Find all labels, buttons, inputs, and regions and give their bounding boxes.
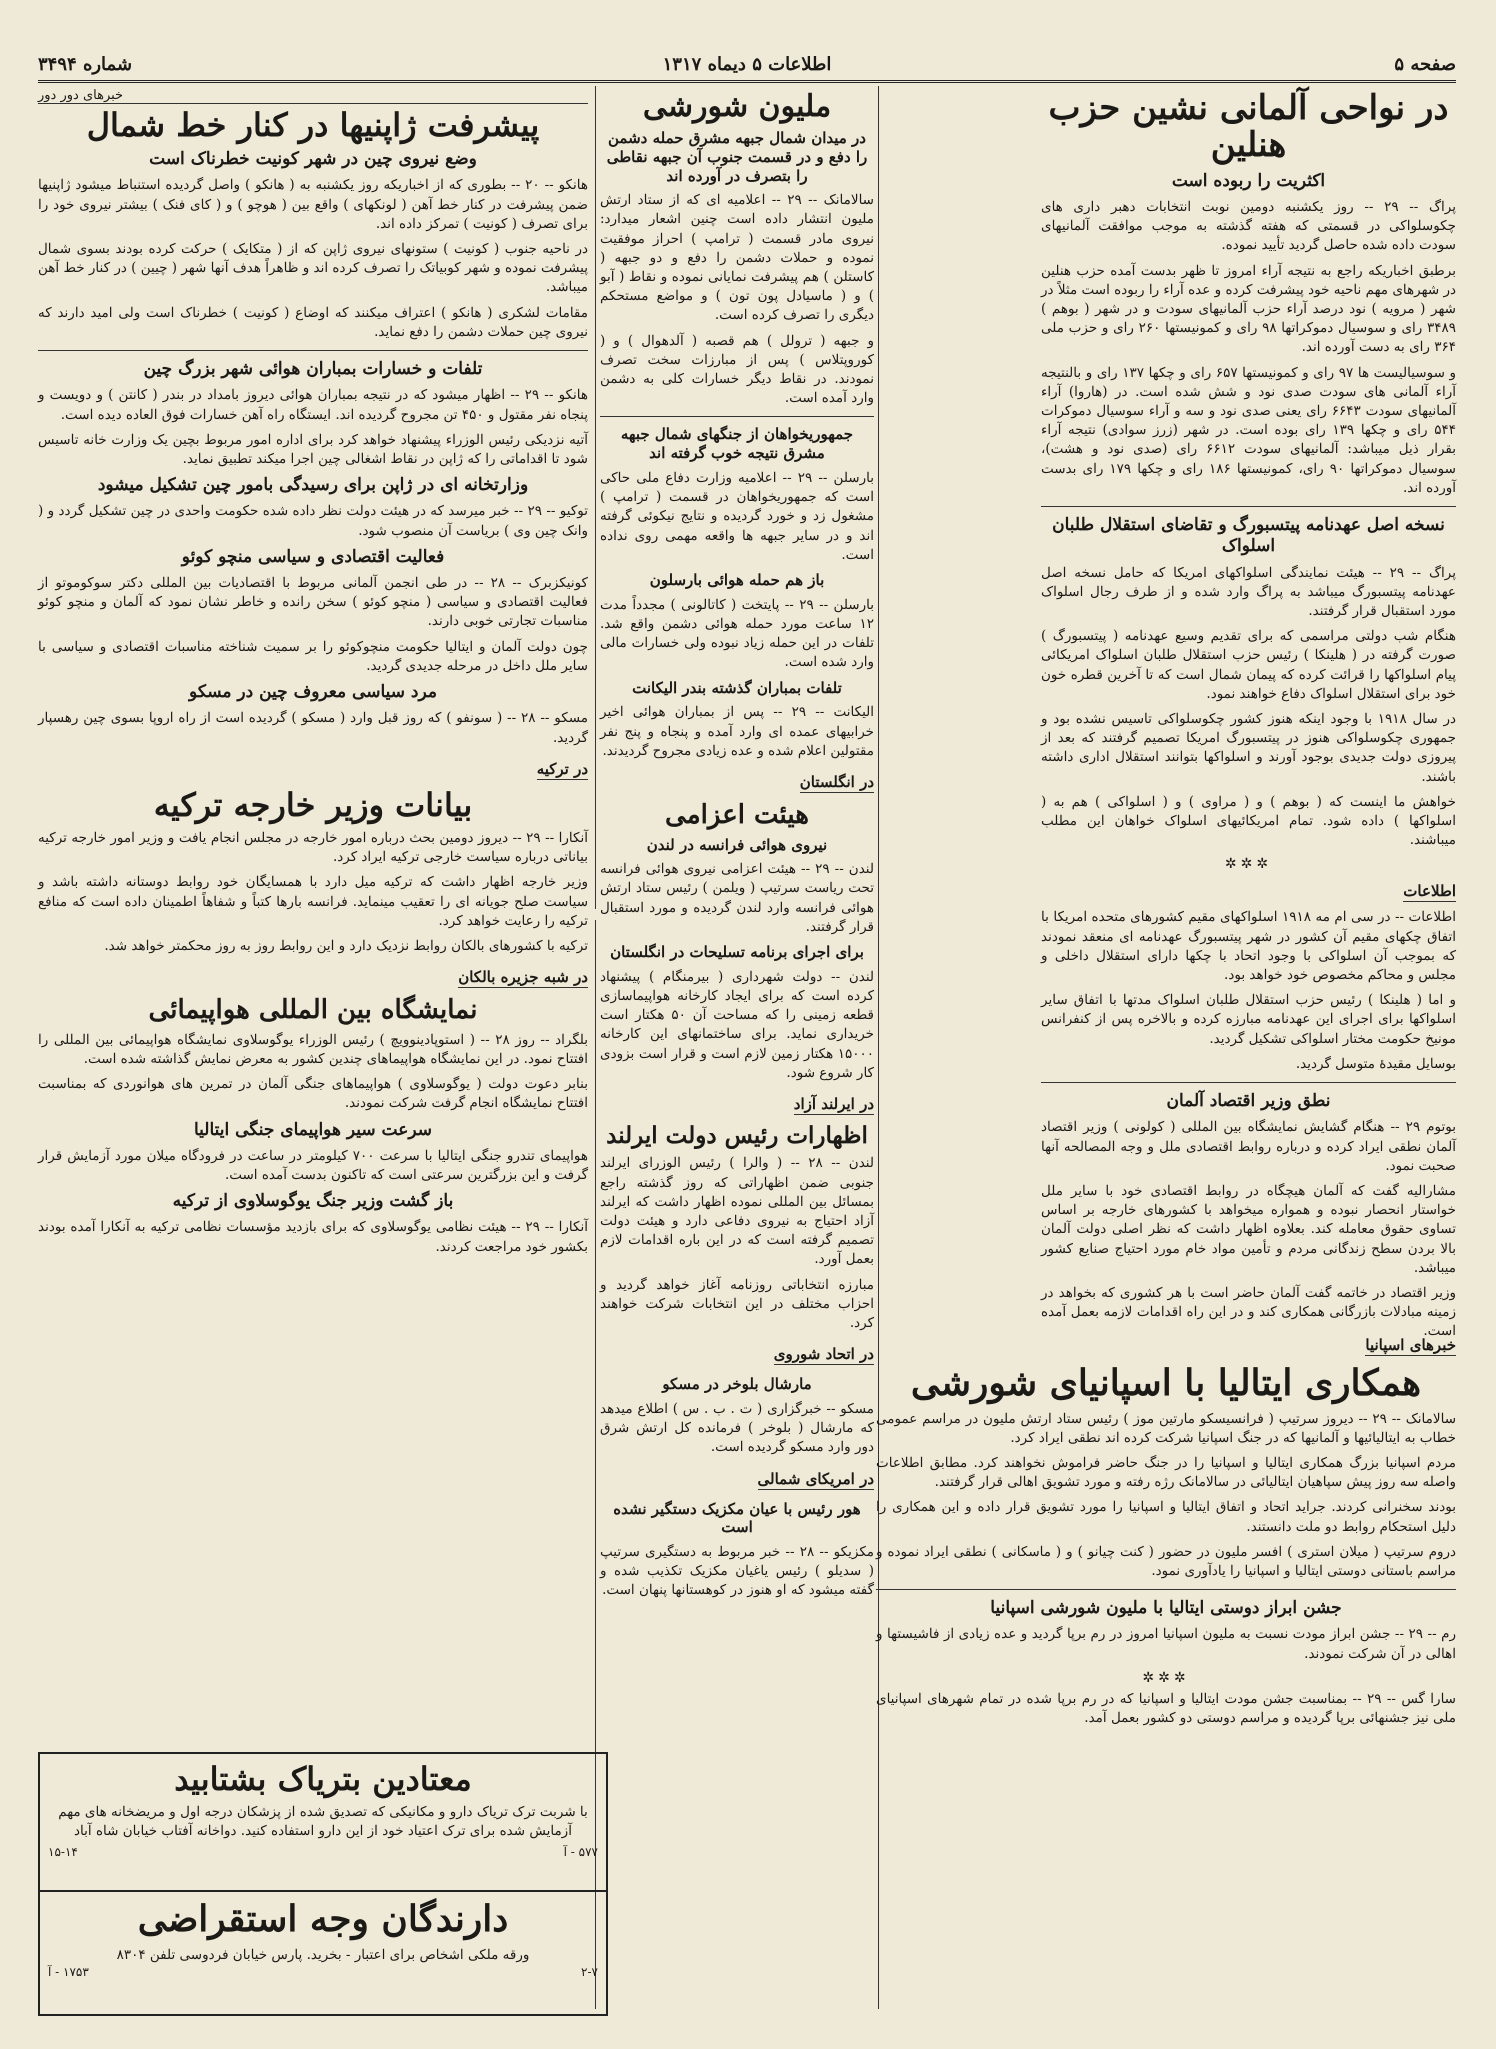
article-paragraph: دروم سرتیپ ( میلان استری ) افسر ملیون در حضور ( کنت چیانو ) و ( ماسکانی ) نطقی ایراد نموده و مراسم باستانی دوستی ایتالیا و اسپانیا را یادآوری نمود. xyxy=(876,1543,1456,1580)
article-paragraph: پراگ -- ۲۹ -- روز یکشنبه دومین نوبت انتخابات دهبر داری های چکوسلواکی در قسمتی که هفته گذشته به موجب موافقت آلمانیهای سودت داده شده حاصل گردید تأیید نموده. xyxy=(1041,199,1457,254)
article-paragraph: هانکو -- ۲۰ -- بطوری که از اخباریکه روز یکشنبه به ( هانکو ) واصل گردیده استنباط میشود ژاپنیها ضمن پیشرفت در کنار خط آهن ( لونکهای ) واقع بین ( هوچو ) و ( کای فنک ) بیشتر نیروی خود را برای تصرف ( کونیت ) تمرکز داده اند. xyxy=(38,177,589,232)
advertisement-box xyxy=(38,1752,608,1892)
article-paragraph: مقامات لشکری ( هانکو ) اعتراف میکنند که اوضاع ( کونیت ) خطرناک است ولی امید دارند که نیروی چین حملات دشمن را دفع نماید. xyxy=(38,304,588,340)
article-paragraph: بنابر دعوت دولت ( یوگوسلاوی ) هواپیماهای جنگی آلمان در تمرین های هوانوردی که بمناسبت افتتاح نمایشگاه انجام گرفت شرکت نمودند. xyxy=(38,1076,588,1112)
advertisement-box xyxy=(38,1890,608,2016)
article-paragraph: بلگراد -- روز ۲۸ -- ( استوپادینوویچ ) رئیس الوزراء یوگوسلاوی نمایشگاه هواپیمائی بین المللی را افتتاح نمود. در این نمایشگاه هواپیماهای چندین کشور به معرض نمایش گذاشته شده است. xyxy=(38,1031,588,1067)
section-tag: در ایرلند آزاد xyxy=(793,1095,874,1114)
article-paragraph: برطبق اخباریکه راجع به نتیجه آراء امروز تا ظهر بدست آمده حزب هنلین در شهرهای مهم ناحیه خود پیشرفت کرده و عده آراء را ربوده است مثلاً در شهر ( مرویه ) نود درصد آراء حزب آلمانیهای سودت و در شهر ( بوهم ) ۳۴۸۹ رای و سوسیال دموکراتها ۹۸ رای و کمونیستها ۲۶۰ رای و حزب ملی ۳۶۴ رای به دست آورده اند. xyxy=(1041,262,1457,356)
article-subhead: هور رئیس با عیان مکزیک دستگیر نشده است xyxy=(613,1499,861,1537)
article-subhead: باز گشت وزیر جنگ یوگوسلاوی از ترکیه xyxy=(172,1191,454,1212)
article-paragraph: کونیکزبرک -- ۲۸ -- در طی انجمن آلمانی مربوط با اقتصادیات بین المللی دکتر سوکوموتو از فعالیت اقتصادی و سیاسی ( منچو کوئو ) سخن رانده و خاطر نشان نمود که آلمان و منچو کوئو مناسبات تجارتی خوبی دارند. xyxy=(38,575,588,630)
divider xyxy=(1041,1082,1456,1083)
divider xyxy=(876,1589,1456,1590)
article-paragraph: و جبهه ( ترولل ) هم قصبه ( آلدهوال ) و ( کوروپتلاس ) پس از مبارزات سخت تصرف نمودند. در نقاط دیگر خسارات کلی به دشمن وارد آمده است. xyxy=(600,332,874,407)
article-headline: بیانات وزیر خارجه ترکیه xyxy=(153,785,473,824)
newspaper-masthead: اطلاعات ۵ دیماه ۱۳۱۷ xyxy=(662,54,832,75)
ad-code: ۱۵-۱۴ xyxy=(48,1845,78,1860)
article-headline: همکاری ایتالیا با اسپانیای شورشی xyxy=(910,1362,1422,1404)
ad-title: معتادین بتریاک بشتابید xyxy=(174,1760,472,1798)
article-subhead: برای اجرای برنامه تسلیحات در انگلستان xyxy=(610,943,864,962)
article-paragraph: ترکیه با کشورهای بالکان روابط نزدیک دارد و این روابط روز به روز محکمتر خواهد شد. xyxy=(104,937,588,954)
article-subhead: در میدان شمال جبهه مشرق حمله دشمن را دفع و در قسمت جنوب آن جبهه نقاطی را بتصرف در آورده اند xyxy=(606,129,868,185)
article-paragraph: بوتوم ۲۹ -- هنگام گشایش نمایشگاه بین المللی ( کولونی ) وزیر اقتصاد آلمان نطقی ایراد کرده و درباره روابط اقتصادی ملل و وجه المصالحه آنها صحبت نمود. xyxy=(1041,1119,1456,1174)
article-headline: نمایشگاه بین المللی هواپیمائی xyxy=(148,995,478,1026)
article-subhead: تلفات و خسارات بمباران هوائی شهر بزرگ چین xyxy=(143,359,483,380)
ad-code: ۵۷۷ - آ xyxy=(563,1845,598,1860)
article-paragraph: مشارالیه گفت که آلمان هیچگاه در روابط اقتصادی خود با سایر ملل خواستار انحصار نبوده و همواره میخواهد با کشورهای خارجه بر اساس تساوی حقوق معامله کند. بعلاوه اظهار داشت که نظر اصلی دولت آلمان بالا بردن سطح زندگانی مردم و تأمین مواد خام مورد احتیاج صنایع کشور میباشد. xyxy=(1041,1182,1456,1276)
article-subhead: نیروی هوائی فرانسه در لندن xyxy=(646,835,828,854)
page-number: صفحه ۵ xyxy=(1394,54,1456,75)
article-headline: ملیون شورشی xyxy=(642,89,832,124)
article-headline: اظهارات رئیس دولت ایرلند xyxy=(606,1122,868,1150)
column-divider xyxy=(595,86,596,909)
article-subhead: سرعت سیر هواپیمای جنگی ایتالیا xyxy=(194,1119,432,1140)
article-subhead: باز هم حمله هوائی بارسلون xyxy=(649,571,825,589)
article-paragraph: بوسایل مقیدۀ متوسل گردید. xyxy=(1295,1055,1456,1072)
article-paragraph: آنکارا -- ۲۹ -- هیئت نظامی یوگوسلاوی که برای بازدید مؤسسات نظامی ترکیه به آنکارا آمده بودند بکشور خود مراجعت کردند. xyxy=(38,1219,588,1255)
article-paragraph: رم -- ۲۹ -- جشن ابراز مودت نسبت به ملیون اسپانیا امروز در رم برپا گردید و عده زیادی از فاشیستها و اهالی در آن شرکت نمودند. xyxy=(876,1626,1456,1662)
article-paragraph: سارا گس -- ۲۹ -- بمناسبت جشن مودت ایتالیا و اسپانیا که در رم برپا شده در تمام شهرهای اسپانیای ملی نیز جشنهائی برپا گردیده و مراسم دوستی دو کشور بعمل آمد. xyxy=(876,1690,1456,1727)
article-paragraph: خواهش ما اینست که ( بوهم ) و ( مراوی ) و ( اسلواکی ) هم به ( اسلواکها ) داده شود. تمام امریکائیهای اسلواک خواهان این مطلب میباشند. xyxy=(1041,793,1456,849)
page-header xyxy=(38,52,1456,83)
section-tag: خبرهای اسپانیا xyxy=(1365,1336,1456,1354)
article-paragraph: هواپیمای تندرو جنگی ایتالیا با سرعت ۷۰۰ کیلومتر در ساعت در فرودگاه میلان مورد آزمایش قرار گرفت و این بزرگترین سرعتی است که تاکنون بدست آمده است. xyxy=(38,1147,588,1183)
ad-codes xyxy=(48,1845,598,1859)
section-tag: اطلاعات xyxy=(1403,882,1456,901)
article-headline: هیئت اعزامی xyxy=(665,799,809,830)
article-subhead: اکثریت را ربوده است xyxy=(1171,170,1326,191)
article-paragraph: بودند سخنرانی کردند. جراید اتحاد و اتفاق ایتالیا و اسپانیا را مورد تشویق قرار داده و این همکاری را دلیل استحکام روابط دو ملت دانستند. xyxy=(876,1499,1456,1535)
article-subhead: مارشال بلوخر در مسکو xyxy=(662,1375,812,1394)
article-paragraph: آتیه نزدیکی رئیس الوزراء پیشنهاد خواهد کرد برای اداره امور مربوط بچین یک وزارت خانه تاسیس شود تا اقداماتی را که ژاپن در نقاط اشغالی چین اجرا میکند تطبیق نماید. xyxy=(38,431,588,467)
ad-codes xyxy=(48,1965,598,1979)
article-subhead: مرد سیاسی معروف چین در مسکو xyxy=(189,682,437,703)
article-paragraph: هانکو -- ۲۹ -- اظهار میشود که در نتیجه بمباران هوائی دیروز بامداد در بندر ( کانتن ) و دویست و پنجاه نفر مقتول و ۴۵۰ تن مجروح گردیده اند. ایستگاه راه آهن خسارات فوق العاده دیده است. xyxy=(38,387,588,423)
article-paragraph: آنکارا -- ۲۹ -- دیروز دومین بحث درباره امور خارجه در مجلس انجام یافت و وزیر امور خارجه ترکیه بیاناتی درباره سیاست خارجی ترکیه ایراد کرد. xyxy=(38,829,588,866)
divider xyxy=(38,350,588,351)
section-tag: در شبه جزیره بالکان xyxy=(458,968,588,987)
article-paragraph: چون دولت آلمان و ایتالیا حکومت منچوکوئو را بر سمیت شناخته مناسبات اقتصادی و سیاسی با سایر ملل داخل در مرحله جدیدی گردید. xyxy=(38,638,588,674)
middle-column xyxy=(600,88,874,2009)
article-paragraph: مسکو -- خبرگزاری ( ت . ب . س ) اطلاع میدهد که مارشال ( بلوخر ) فرمانده کل ارتش شرق دور وارد مسکو گردیده است. xyxy=(600,1400,874,1456)
divider xyxy=(600,416,874,417)
article-subhead: نطق وزیر اقتصاد آلمان xyxy=(1166,1091,1331,1112)
article-paragraph: پراگ -- ۲۹ -- هیئت نمایندگی اسلواکهای امریکا که حامل نسخه اصل عهدنامه پیتسبورگ میباشد به پراگ وارد شده و از طرف رجال اسلواک مورد استقبال قرار گرفتند. xyxy=(1041,564,1456,619)
divider xyxy=(1041,506,1456,507)
article-paragraph: در سال ۱۹۱۸ با وجود اینکه هنوز کشور چکوسلواکی تاسیس نشده بود و جمهوری چکوسلواکی هنوز در پیتسبورگ امریکا تصمیم گرفتند که بعد از پیروزی دولت جدیدی بوجود آورند و اسلواکها بتوانند استقلال اداری داشته باشند. xyxy=(1041,711,1456,785)
spain-news-section xyxy=(876,1330,1456,2009)
article-paragraph: سالامانک -- ۲۹ -- اعلامیه ای که از ستاد ارتش ملیون انتشار داده است چنین اشعار میدارد: نیروی مادر قسمت ( ترامپ ) احراز موفقیت نموده و حملات دشمن را دفع و دو جبهه ( کاستلن ) هم پیشرفت نمایانی نموده و نقاط ( آبو ) و ( ماسیادل پون تون ) و مواضع مستحکم دیگری را تصرف کرده است. xyxy=(600,192,874,324)
article-subhead: نسخه اصل عهدنامه پیتسبورگ و تقاضای استقلال طلبان اسلواک xyxy=(1052,515,1445,557)
article-paragraph: هنگام شب دولتی مراسمی که برای تقدیم وسیع عهدنامه ( پیتسبورگ ) صورت گرفته در ( هلینکا ) رئیس حزب استقلال طلبان اسلواک امریکائی پیام اسلواکها را قرائت کرده که پیمان شمال است که تا آخرین قطره خون خود برای استقلال اسلواک دفاع خواهند نمود. xyxy=(1041,628,1456,702)
article-paragraph: بارسلن -- ۲۹ -- اعلامیه وزارت دفاع ملی حاکی است که جمهوریخواهان در قسمت ( ترامپ ) مشغول زد و خورد گردیده و نتایج نیکوئی گرفته اند و در سایر جبهه ها واقعه مهمی روی نداده است. xyxy=(600,469,874,563)
article-paragraph: مکزیکو -- ۲۸ -- خبر مربوط به دستگیری سرتیپ ( سدیلو ) رئیس یاغیان مکزیک تکذیب شده و گفته میشود که او هنوز در کوهستانها پنهان است. xyxy=(600,1544,875,1599)
article-headline: پیشرفت ژاپنیها در کنار خط شمال xyxy=(86,106,540,144)
article-paragraph: وزیر خارجه اظهار داشت که ترکیه میل دارد با همسایگان خود روابط دوستانه داشته باشد و سیاست صلح جویانه ای را تعقیب مینماید. فرانسه بارها کتباً و شفاهاً اطمینان داده است که منافع ترکیه را رعایت خواهد کرد. xyxy=(38,874,588,929)
article-paragraph: و اما ( هلینکا ) رئیس حزب استقلال طلبان اسلواک مدتها با اتفاق سایر اسلواکها برای اجرای این عهدنامه مبارزه کرده و بالاخره پس از کنفرانس مونیخ حکومت مختار اسلواکی تشکیل گردید. xyxy=(1041,992,1456,1047)
article-paragraph: در ناحیه جنوب ( کونیت ) ستونهای نیروی ژاپن که از ( متکایک ) حرکت کرده بودند بسوی شمال پیشرفت نموده و شهر کوبیاتک را تصرف کرده اند و ظاهراً هدف آنها شهر ( چیین ) در کنار خط آهن میباشد. xyxy=(38,241,588,296)
article-subhead: تلفات بمباران گذشته بندر الیکانت xyxy=(632,678,842,697)
article-paragraph: لندن -- ۲۸ -- ( والرا ) رئیس الوزرای ایرلند جنوبی ضمن اظهاراتی که روز گذشته راجع بمسائل بین المللی نموده اظهار داشت که ایرلند آزاد احتیاج به نیروی دفاعی دارد و هیئت دولت تصمیم گرفته است که در این باره اقدامات لازم بعمل آورد. xyxy=(600,1155,874,1268)
ad-code: ۱۷۵۳ - آ xyxy=(48,1964,89,1979)
section-tag: در اتحاد شوروی xyxy=(773,1345,874,1364)
ad-body: ورقه ملکی اشخاص برای اعتبار - بخرید. پارس خیابان فردوسی تلفن ۸۳۰۴ xyxy=(116,1946,530,1963)
left-column xyxy=(38,88,588,1729)
issue-number: شماره ۳۴۹۴ xyxy=(38,54,133,75)
article-paragraph: و سوسیالیست ها ۹۷ رای و کمونیستها ۶۵۷ رای و چکها ۱۳۷ رای و بالنتیجه آراء آلمانی های سودت صدی نود و شش شده است. در (هاروا) آراء آلمانیهای سودت ۶۶۴۳ رای یعنی صدی نود و سه و آراء سوسیال دموکرات ۵۴۴ رای و چکها ۱۳۹ رای بوده است. در شهر (زرز سوادی) نتیجه آراء بقرار ذیل میباشد: آلمانیهای سودت ۶۶۱۲ رای (صدی نود و هشت)، سوسیال دموکراتها ۹۰ رای، کمونیستها ۱۸۶ رای و چکها ۱۷۹ رای بدست آورده اند. xyxy=(1041,364,1456,496)
article-paragraph: بارسلن -- ۲۹ -- پایتخت ( کاتالونی ) مجدداً مدت ۱۲ ساعت مورد حمله هوائی دشمن واقع شد. تلفات در این حمله زیاد نبوده ولی خسارات مالی وارد شده است. xyxy=(600,596,874,671)
article-headline: در نواحی آلمانی نشین حزب هنلین xyxy=(1048,88,1449,166)
star-divider: ✲✲✲ xyxy=(1224,856,1273,873)
article-paragraph: سالامانک -- ۲۹ -- دیروز سرتیپ ( فرانسیسکو مارتین موز ) رئیس ستاد ارتش ملیون در مراسم عمومی خطاب به ایتالیائیها و آلمانیها که در جنگ اسپانیا شرکت کرده اند نطقی ایراد کرد. xyxy=(876,1410,1457,1446)
article-subhead: وزارتخانه ای در ژاپن برای رسیدگی بامور چین تشکیل میشود xyxy=(97,475,529,496)
article-paragraph: توکیو -- ۲۹ -- خبر میرسد که در هیئت دولت نظر داده شده حکومت واحدی در چین تشکیل گردد و ( وانک چین وی ) بریاست آن منصوب شود. xyxy=(38,503,588,539)
star-divider: ✲✲✲ xyxy=(1142,1669,1190,1686)
article-subhead: جمهوریخواهان از جنگهای شمال جبهه مشرق نتیجه خوب گرفته اند xyxy=(620,425,854,463)
ad-code: ۲-۷ xyxy=(581,1964,598,1979)
ad-title: دارندگان وجه استقراضی xyxy=(137,1898,509,1940)
article-paragraph: لندن -- دولت شهرداری ( بیرمنگام ) پیشنهاد کرده است که برای ایجاد کارخانه هواپیماسازی قطعه زمینی را که مساحت آن ۵۰ هکتار است خریداری نماید. برای ساختمانهای این کارخانه ۱۵۰۰۰ هکتار زمین لازم است و قرار است بزودی کار شروع شود. xyxy=(600,968,875,1081)
article-subhead: وضع نیروی چین در شهر کونیت خطرناک است xyxy=(149,149,477,170)
article-paragraph: اطلاعات -- در سی ام مه ۱۹۱۸ اسلواکهای مقیم کشورهای متحده امریکا با اتفاق چکهای مقیم آن کشور در شهر پیتسبورگ عهدنامه ای منعقد نمودند که بموجب آن اسلواکی با وجود اتحاد با چکها دارای استقلال داخلی و مجلس و محاکم مخصوص خود خواهد بود. xyxy=(1041,909,1456,984)
article-paragraph: مردم اسپانیا بزرگ همکاری ایتالیا و اسپانیا را در جنگ حاضر فراموش نخواهند کرد. مطابق اطلاعات واصله سه روز پیش سپاهیان ایتالیائی در سالامانک رژه رفته و مورد تشویق اهالی قرار گرفتند. xyxy=(876,1455,1456,1491)
article-paragraph: الیکانت -- ۲۹ -- پس از بمباران هوائی اخیر خرابیهای عمده ای وارد آمده و پنجاه و پنج نفر مقتولین اعلام شده و عده زیادی مجروح گردیدند. xyxy=(600,704,875,759)
section-tag: در امریکای شمالی xyxy=(757,1469,874,1488)
ad-body: با شربت ترک تریاک دارو و مکانیکی که تصدیق شده از پزشکان درجه اول و مریضخانه های مهم آزمایش شده برای ترک اعتیاد خود از این دارو استفاده کنید. دواخانه آفتاب خیابان شاه آباد xyxy=(58,1804,588,1840)
article-subhead: جشن ابراز دوستی ایتالیا با ملیون شورشی اسپانیا xyxy=(990,1598,1342,1619)
section-tag: در انگلستان xyxy=(799,772,874,791)
section-tag: در ترکیه xyxy=(536,759,588,778)
article-subhead: فعالیت اقتصادی و سیاسی منچو کوئو xyxy=(181,546,445,567)
section-tagline: خبرهای دور دور xyxy=(38,88,588,104)
article-paragraph: لندن -- ۲۹ -- هیئت اعزامی نیروی هوائی فرانسه تحت ریاست سرتیپ ( ویلمن ) رئیس ستاد ارتش هوائی فرانسه وارد لندن گردیده و مورد استقبال قرار گرفتند. xyxy=(600,861,874,935)
article-paragraph: مسکو -- ۲۸ -- ( سونفو ) که روز قبل وارد ( مسکو ) گردیده است از راه اروپا بسوی چین رهسپار گردید. xyxy=(38,710,588,746)
right-column xyxy=(1041,88,1457,1340)
article-paragraph: وزیر اقتصاد در خاتمه گفت آلمان حاضر است با هر کشوری که بخواهد در زمینه مبادلات بازرگانی همکاری کند و در این راه اقدامات لازمه بعمل آمده است. xyxy=(1041,1284,1456,1340)
article-paragraph: مبارزه انتخاباتی روزنامه آغاز خواهد گردید و احزاب مختلف در این انتخابات شرکت خواهند کرد. xyxy=(600,1276,874,1331)
